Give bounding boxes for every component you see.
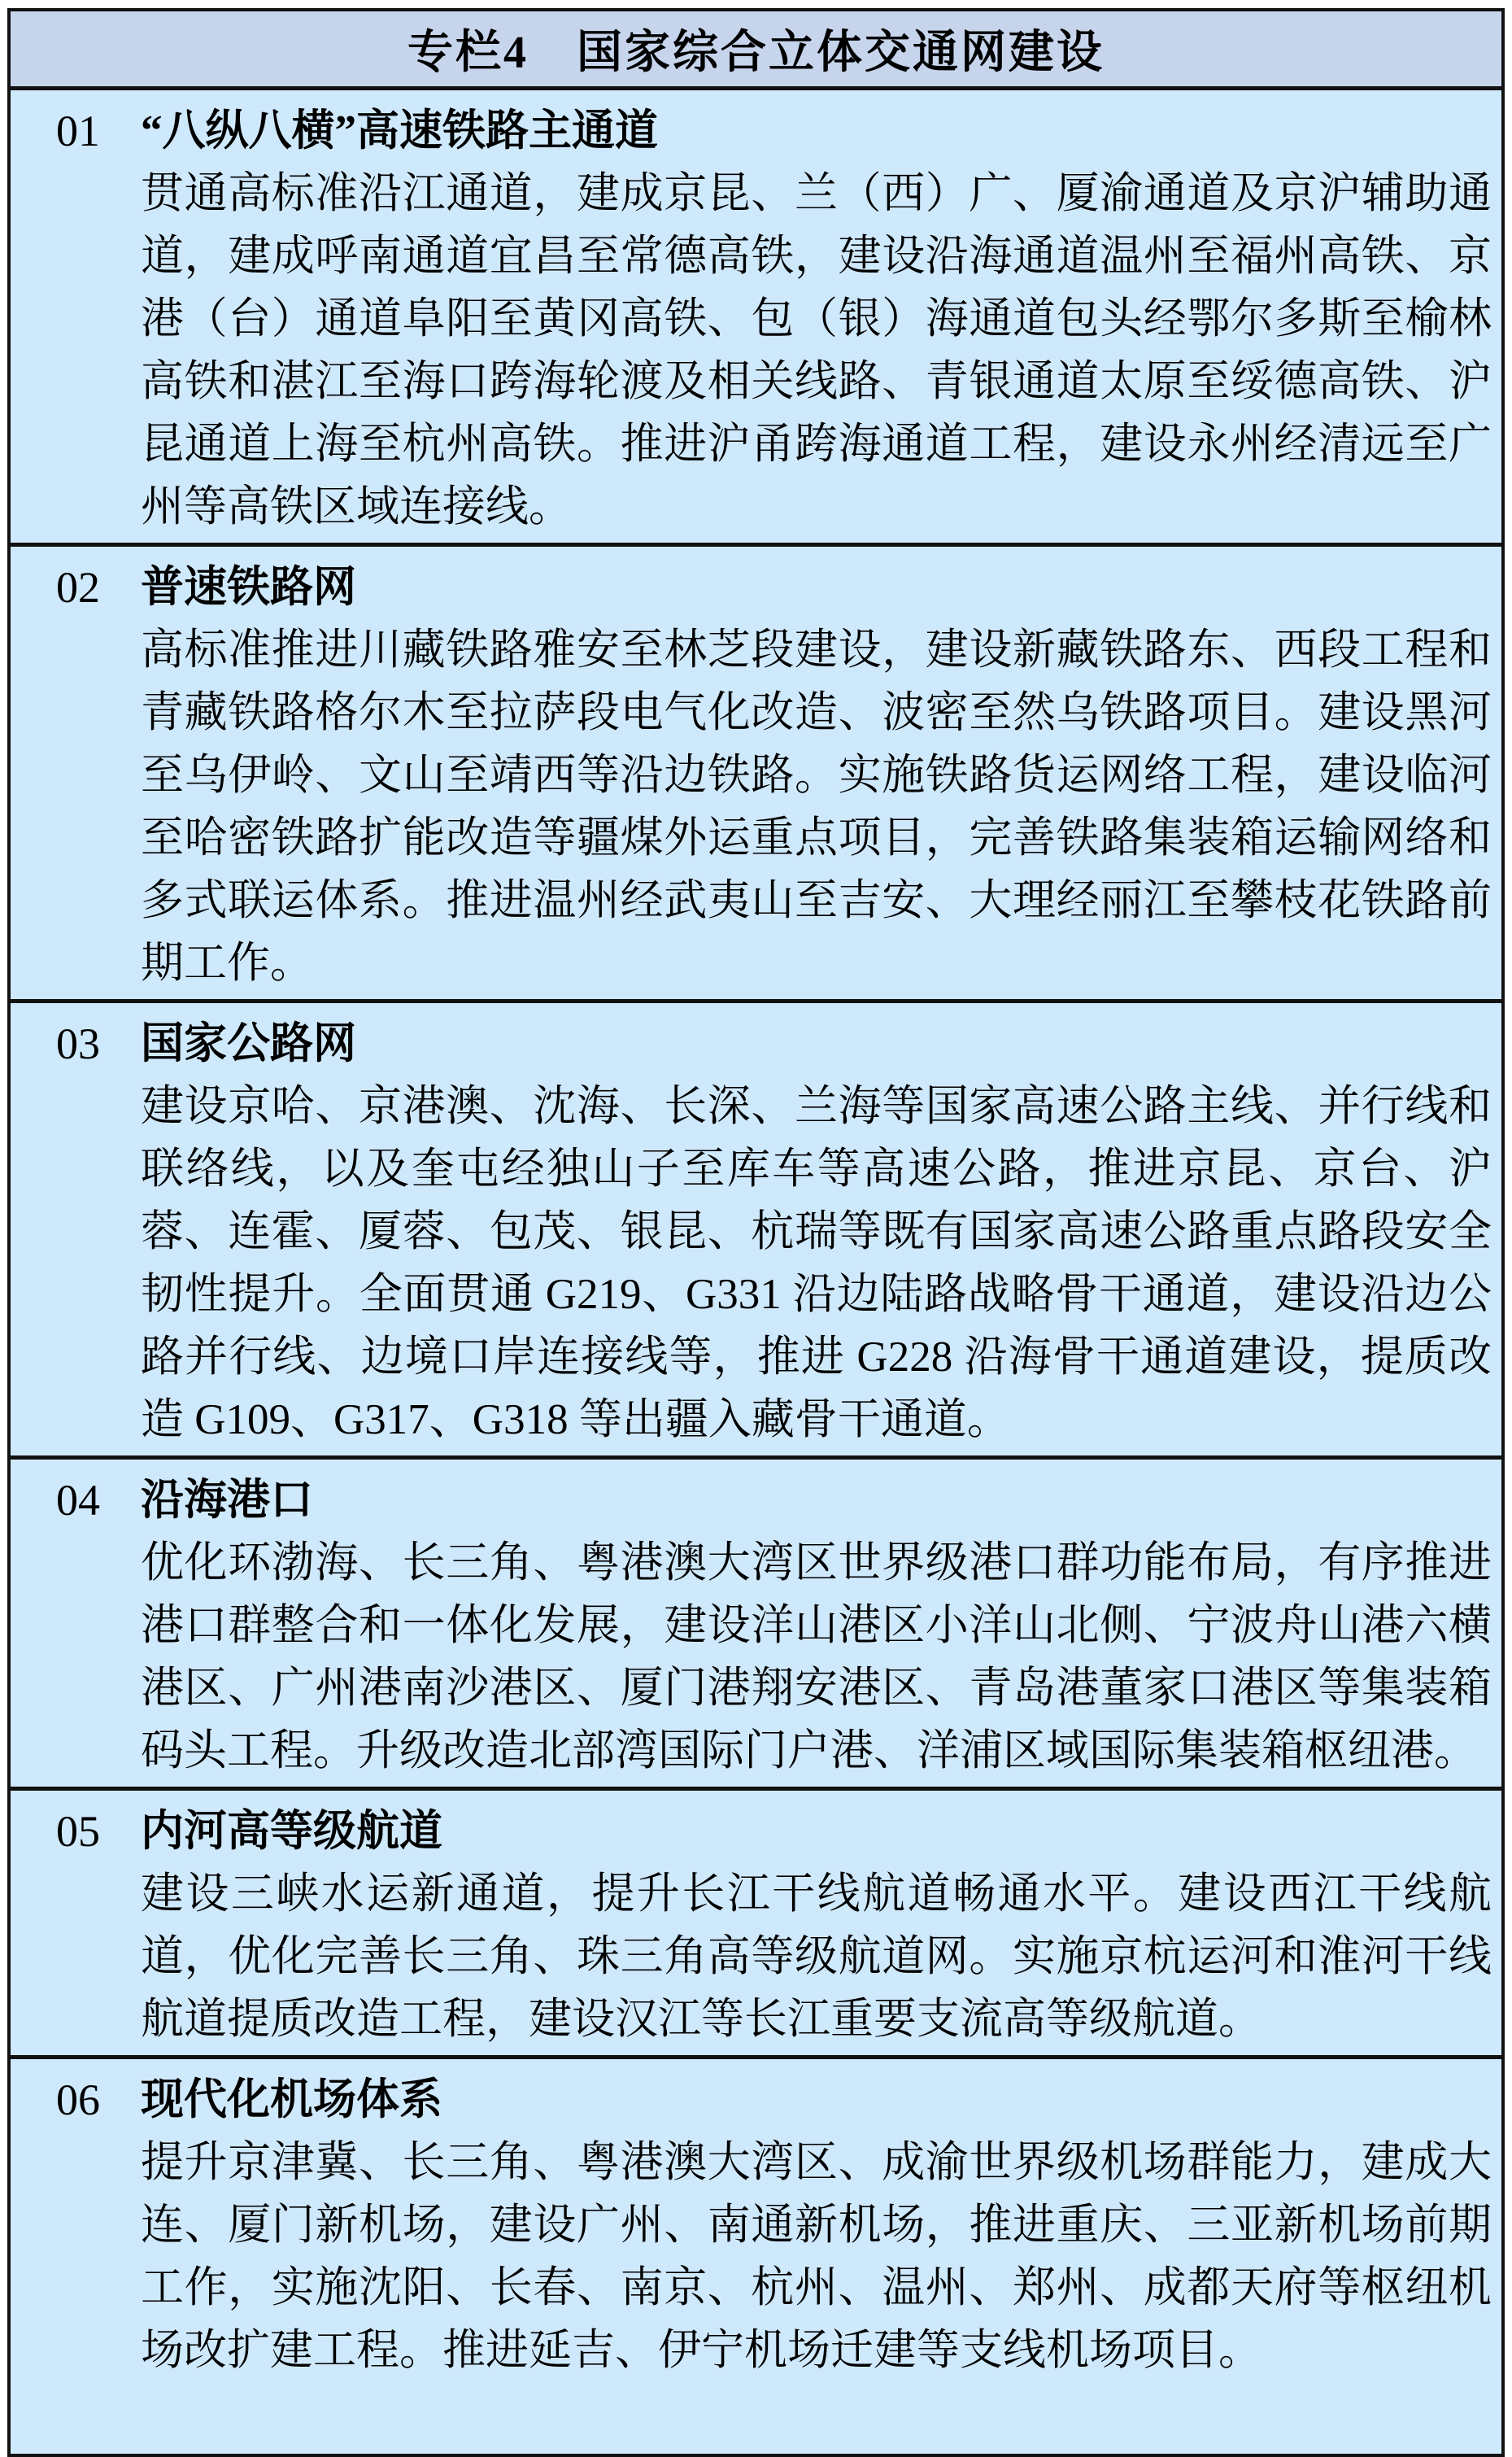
section-content <box>141 100 1501 539</box>
section-row <box>11 2055 1501 2454</box>
section-paragraph: 建设京哈、京港澳、沈海、长深、兰海等国家高速公路主线、并行线和联络线，以及奎屯经独山子至库车等高速公路，推进京昆、京台、沪蓉、连霍、厦蓉、包茂、银昆、杭瑞等既有国家高速公路重点路段安全韧性提升。全面贯通 G219、G331 沿边陆路战略骨干通道，建设沿边公路并行线、边境口岸连接线等，推进 G228 沿海骨干通道建设，提质改造 G109、G317、G318 等出疆入藏骨干通道。 <box>141 1083 1492 1443</box>
section-row <box>11 543 1501 999</box>
section-number: 06 <box>56 2075 100 2124</box>
section-number: 04 <box>56 1476 100 1525</box>
section-heading: 内河高等级航道 <box>141 1808 442 1855</box>
section-heading: 现代化机场体系 <box>141 2076 442 2123</box>
section-paragraph: 优化环渤海、长三角、粤港澳大湾区世界级港口群功能布局，有序推进港口群整合和一体化发展，建设洋山港区小洋山北侧、宁波舟山港六横港区、广州港南沙港区、厦门港翔安港区、青岛港董家口港区等集装箱码头工程。升级改造北部湾国际门户港、洋浦区域国际集装箱枢纽港。 <box>141 1539 1492 1774</box>
section-paragraph: 建设三峡水运新通道，提升长江干线航道畅通水平。建设西江干线航道，优化完善长三角、珠三角高等级航道网。实施京杭运河和淮河干线航道提质改造工程，建设汉江等长江重要支流高等级航道。 <box>141 1870 1492 2043</box>
section-content <box>141 2069 1501 2382</box>
section-content <box>141 1469 1501 1783</box>
infobox-panel <box>7 8 1505 2457</box>
section-heading: 普速铁路网 <box>141 564 356 611</box>
sections-container <box>11 90 1501 2454</box>
section-heading: 沿海港口 <box>141 1477 313 1524</box>
section-number: 03 <box>56 1019 100 1068</box>
section-paragraph: 贯通高标准沿江通道，建成京昆、兰（西）广、厦渝通道及京沪辅助通道，建成呼南通道宜昌至常德高铁，建设沿海通道温州至福州高铁、京港（台）通道阜阳至黄冈高铁、包（银）海通道包头经鄂尔多斯至榆林高铁和湛江至海口跨海轮渡及相关线路、青银通道太原至绥德高铁、沪昆通道上海至杭州高铁。推进沪甬跨海通道工程，建设永州经清远至广州等高铁区域连接线。 <box>141 170 1492 530</box>
section-row <box>11 1455 1501 1787</box>
section-row <box>11 1787 1501 2055</box>
section-number: 02 <box>56 563 100 612</box>
section-paragraph: 提升京津冀、长三角、粤港澳大湾区、成渝世界级机场群能力，建成大连、厦门新机场，建设广州、南通新机场，推进重庆、三亚新机场前期工作，实施沈阳、长春、南京、杭州、温州、郑州、成都天府等枢纽机场改扩建工程。推进延吉、伊宁机场迁建等支线机场项目。 <box>141 2139 1492 2374</box>
section-number: 01 <box>56 107 100 155</box>
section-content <box>141 1013 1501 1451</box>
section-heading: 国家公路网 <box>141 1020 356 1067</box>
section-number: 05 <box>56 1807 100 1856</box>
panel-header <box>11 11 1501 90</box>
section-row <box>11 90 1501 543</box>
section-content <box>141 556 1501 995</box>
panel-title: 专栏4 国家综合立体交通网建设 <box>407 28 1105 78</box>
section-heading: “八纵八横”高速铁路主通道 <box>141 107 658 155</box>
section-row <box>11 999 1501 1455</box>
section-content <box>141 1800 1501 2051</box>
section-paragraph: 高标准推进川藏铁路雅安至林芝段建设，建设新藏铁路东、西段工程和青藏铁路格尔木至拉萨段电气化改造、波密至然乌铁路项目。建设黑河至乌伊岭、文山至靖西等沿边铁路。实施铁路货运网络工程，建设临河至哈密铁路扩能改造等疆煤外运重点项目，完善铁路集装箱运输网络和多式联运体系。推进温州经武夷山至吉安、大理经丽江至攀枝花铁路前期工作。 <box>141 626 1492 987</box>
